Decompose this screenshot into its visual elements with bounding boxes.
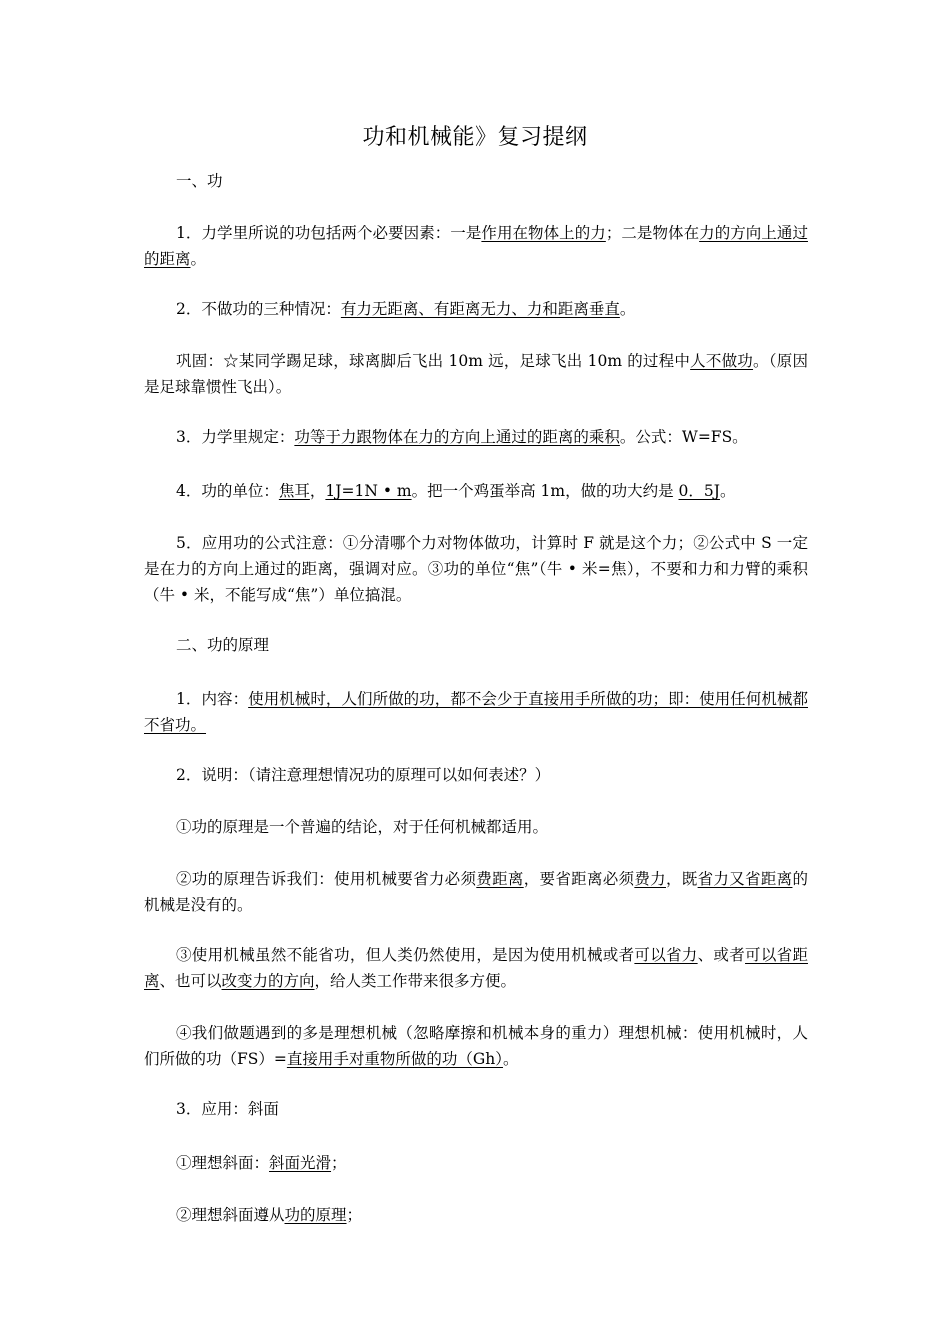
paragraph-application: 3．应用：斜面 xyxy=(176,1100,279,1118)
paragraph-point-2: ②功的原理告诉我们：使用机械要省力必须费距离，要省距离必须费力，既省力又省距离的机械是没有的。 xyxy=(144,870,808,914)
section-heading-principle: 二、功的原理 xyxy=(176,636,270,654)
document-title: 功和机械能》复习提纲 xyxy=(362,125,588,150)
paragraph-work-definition: 3．力学里规定：功等于力跟物体在力的方向上通过的距离的乘积。公式：W=FS。 xyxy=(176,428,748,446)
paragraph-principle-content: 1．内容：使用机械时，人们所做的功，都不会少于直接用手所做的功；即：使用任何机械都不省功。 xyxy=(144,690,808,734)
paragraph-consolidation: 巩固：☆某同学踢足球，球离脚后飞出 10m 远，足球飞出 10m 的过程中人不做功。（原因是足球靠惯性飞出）。 xyxy=(144,352,808,396)
paragraph-no-work-cases: 2．不做功的三种情况：有力无距离、有距离无力、力和距离垂直。 xyxy=(176,300,636,318)
paragraph-point-3: ③使用机械虽然不能省功，但人类仍然使用，是因为使用机械或者可以省力、或者可以省距离、也可以改变力的方向，给人类工作带来很多方便。 xyxy=(144,946,808,990)
section-heading-work: 一、功 xyxy=(176,172,223,190)
paragraph-slope-principle: ②理想斜面遵从功的原理； xyxy=(176,1206,363,1224)
paragraph-point-1: ①功的原理是一个普遍的结论，对于任何机械都适用。 xyxy=(176,818,549,836)
paragraph-work-factors: 1．力学里所说的功包括两个必要因素：一是作用在物体上的力；二是物体在力的方向上通过的距离。 xyxy=(144,224,808,268)
paragraph-ideal-slope: ①理想斜面：斜面光滑； xyxy=(176,1154,347,1172)
paragraph-formula-notes: 5．应用功的公式注意：①分清哪个力对物体做功，计算时 F 就是这个力；②公式中 S 一定是在力的方向上通过的距离，强调对应。③功的单位“焦”（牛 • 米=焦），不要和力和力臂的乘积（牛 • 米，不能写成“焦”）单位搞混。 xyxy=(144,534,808,604)
paragraph-point-4: ④我们做题遇到的多是理想机械（忽略摩擦和机械本身的重力）理想机械：使用机械时，人们所做的功（FS）=直接用手对重物所做的功（Gh）。 xyxy=(144,1024,808,1068)
paragraph-explanation: 2．说明：（请注意理想情况功的原理可以如何表述？） xyxy=(176,766,551,784)
paragraph-work-unit: 4．功的单位：焦耳，1J=1N • m。把一个鸡蛋举高 1m，做的功大约是 0．5J。 xyxy=(176,482,736,500)
